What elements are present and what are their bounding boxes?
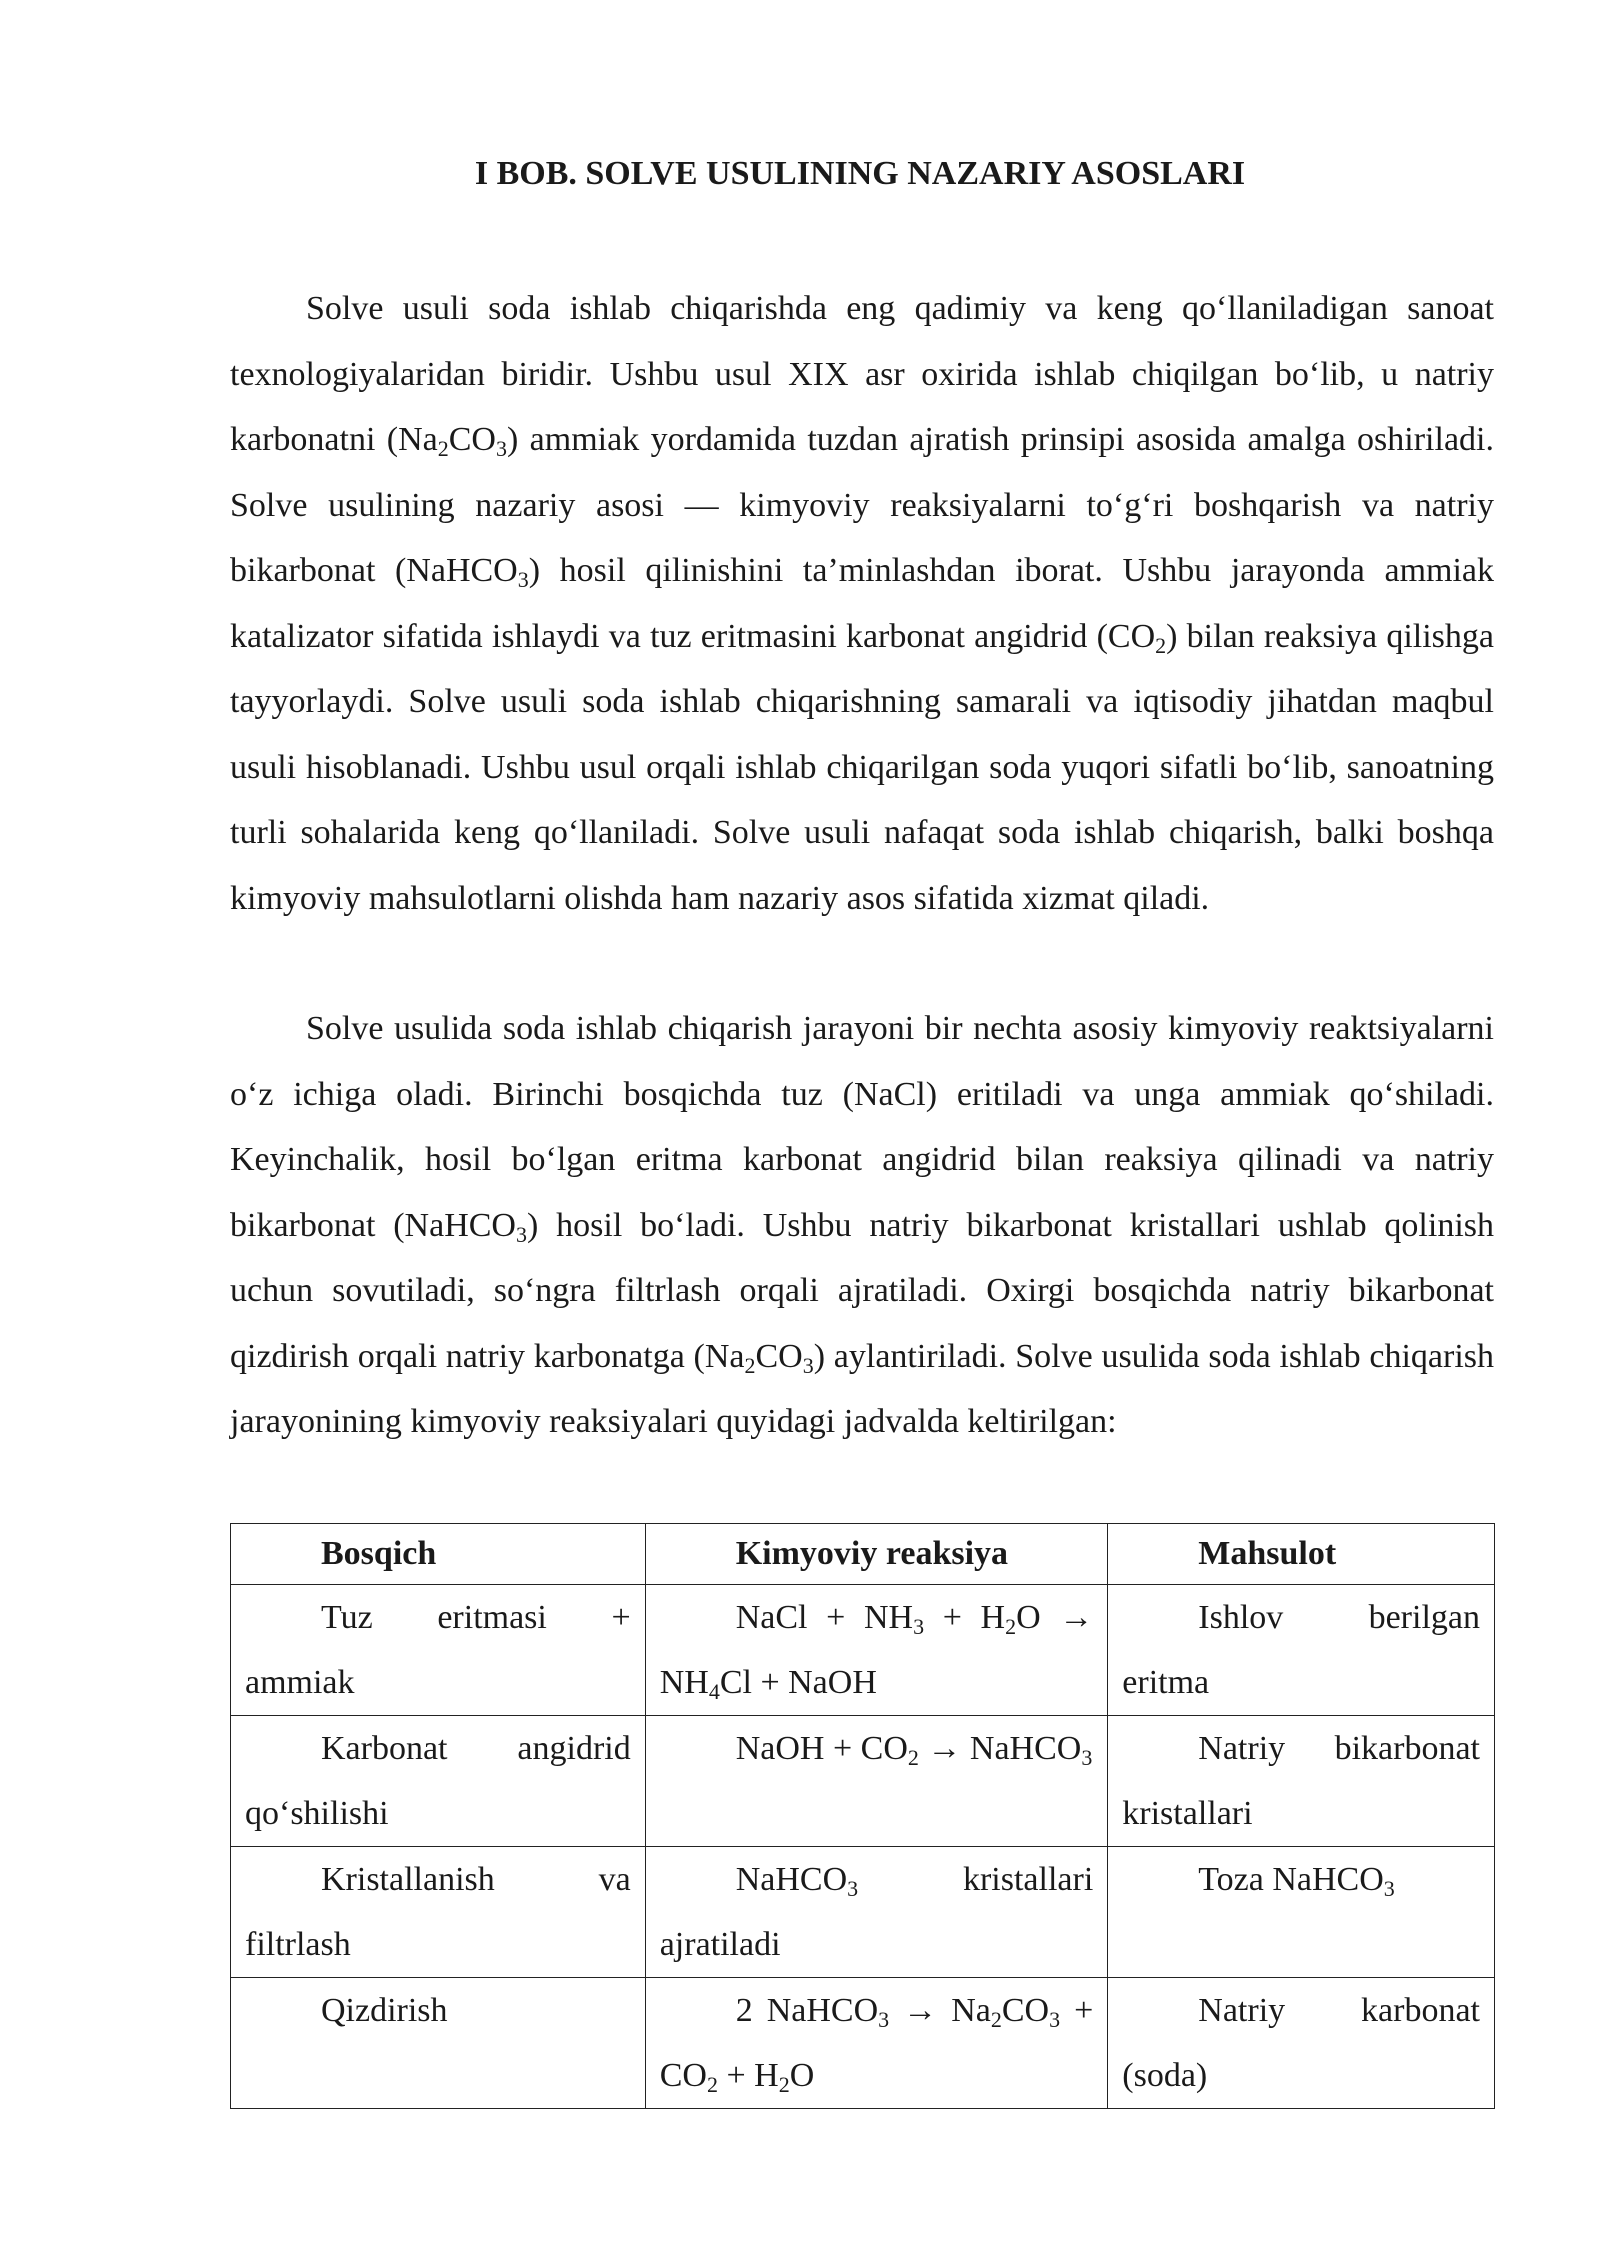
subscript: 3 (495, 436, 507, 461)
product-cell (1108, 1847, 1495, 1978)
column-header-stage: Bosqich (231, 1524, 646, 1585)
subscript: 2 (778, 2072, 790, 2097)
text-run: NaHCO (735, 1861, 848, 1898)
subscript: 2 (990, 2007, 1002, 2032)
text-run: CO (755, 1337, 803, 1375)
stage-cell: Qizdirish (231, 1978, 646, 2109)
subscript: 3 (802, 1352, 814, 1378)
text-run: ) hosil qilinishini ta’minlashdan iborat. Ushbu jarayonda ammiak katalizator sifatida ishlaydi va tuz eritmasini karbonat angidrid (CO (230, 552, 1494, 655)
text-run: ) bilan reaksiya qilishga tayyorlaydi. Solve usuli soda ishlab chiqarishning samarali va iqtisodiy jihatdan maqbul usuli hisoblanadi. Ushbu usul orqali ishlab chiqarilgan soda yuqori sifatli bo‘lib, sanoatning turli sohalarida keng qo‘llaniladi. Solve usuli nafaqat soda ishlab chiqarish, balki boshqa kimyoviy mahsulotlarni olishda ham nazariy asos sifatida xizmat qiladi. (230, 617, 1494, 917)
text-run: O → NH (659, 1599, 1094, 1701)
subscript: 3 (913, 1614, 925, 1639)
text-run: Cl + NaOH (719, 1664, 877, 1701)
product-cell (1108, 1978, 1495, 2109)
text-run: + H (717, 2057, 779, 2094)
subscript: 2 (1155, 632, 1167, 658)
product-cell (1108, 1716, 1495, 1847)
subscript: 2 (907, 1745, 919, 1770)
paragraph-intro (230, 276, 1494, 931)
reaction-table (230, 1523, 1495, 2109)
text-run: Natriy bikarbonat kristallari (1122, 1730, 1480, 1832)
text-run: CO (448, 421, 496, 458)
reaction-cell (645, 1978, 1108, 2109)
text-run: kristallari ajratiladi (659, 1861, 1094, 1963)
product-cell (1108, 1585, 1495, 1716)
reaction-cell (645, 1716, 1108, 1847)
column-header-product: Mahsulot (1108, 1524, 1495, 1585)
subscript: 3 (1049, 2007, 1061, 2032)
table-header-row (231, 1524, 1495, 1585)
subscript: 3 (515, 1221, 527, 1247)
subscript: 2 (706, 2072, 718, 2097)
reaction-cell (645, 1585, 1108, 1716)
subscript: 2 (1005, 1614, 1017, 1639)
table-row (231, 1847, 1495, 1978)
text-run: Solve usulida soda ishlab chiqarish jarayoni bir nechta asosiy kimyoviy reaktsiyalarni o‘z ichiga oladi. Birinchi bosqichda tuz (NaCl) eritiladi va unga ammiak qo‘shiladi. Keyinchalik, hosil bo‘lgan eritma karbonat angidrid bilan reaksiya qilinadi va natriy bikarbonat (NaHCO (230, 1010, 1494, 1244)
text-run: NaCl + NH (735, 1599, 914, 1636)
text-run: Ishlov berilgan eritma (1122, 1599, 1480, 1701)
subscript: 3 (517, 567, 529, 592)
text-run: Natriy karbonat (soda) (1122, 1992, 1480, 2094)
subscript: 3 (878, 2007, 890, 2032)
stage-cell: Kristallanish va filtrlash (231, 1847, 646, 1978)
reaction-cell (645, 1847, 1108, 1978)
text-run: + H (924, 1599, 1006, 1636)
subscript: 3 (1383, 1876, 1395, 1901)
table-row (231, 1585, 1495, 1716)
text-run: O (789, 2057, 815, 2094)
table-row (231, 1978, 1495, 2109)
paragraph-process (230, 996, 1494, 1455)
subscript: 3 (1081, 1745, 1093, 1770)
text-run: Solve usuli soda ishlab chiqarishda eng qadimiy va keng qo‘llaniladigan sanoat texnologiyalaridan biridir. Ushbu usul XIX asr oxirida ishlab chiqilgan bo‘lib, u natriy karbonatni (Na (230, 290, 1494, 458)
text-run: + CO (659, 1992, 1094, 2094)
subscript: 3 (847, 1876, 859, 1901)
table-row (231, 1716, 1495, 1847)
text-run: ) hosil bo‘ladi. Ushbu natriy bikarbonat kristallari ushlab qolinish uchun sovutiladi, so‘ngra filtrlash orqali ajratiladi. Oxirgi bosqichda natriy bikarbonat qizdirish orqali natriy karbonatga (Na (230, 1206, 1494, 1375)
text-run: ) aylantiriladi. Solve usulida soda ishlab chiqarish jarayonining kimyoviy reaksiyalari quyidagi jadvalda keltirilgan: (230, 1337, 1494, 1440)
subscript: 4 (708, 1679, 720, 1704)
text-run: ) ammiak yordamida tuzdan ajratish prinsipi asosida amalga oshiriladi. Solve usulining nazariy asosi — kimyoviy reaksiyalarni to‘g‘ri boshqarish va natriy bikarbonat (NaHCO (230, 421, 1494, 589)
column-header-reaction: Kimyoviy reaksiya (645, 1524, 1108, 1585)
text-run: → NaHCO (918, 1730, 1082, 1767)
text-run: 2 NaHCO (735, 1992, 879, 2029)
subscript: 2 (744, 1352, 756, 1378)
text-run: CO (1001, 1992, 1050, 2029)
text-run: Toza NaHCO (1198, 1861, 1384, 1898)
stage-cell: Tuz eritmasi + ammiak (231, 1585, 646, 1716)
stage-cell: Karbonat angidrid qo‘shilishi (231, 1716, 646, 1847)
chapter-heading: I BOB. SOLVE USULINING NAZARIY ASOSLARI (474, 155, 1246, 192)
subscript: 2 (437, 436, 449, 461)
text-run: → Na (889, 1992, 991, 2029)
text-run: NaOH + CO (735, 1730, 908, 1767)
